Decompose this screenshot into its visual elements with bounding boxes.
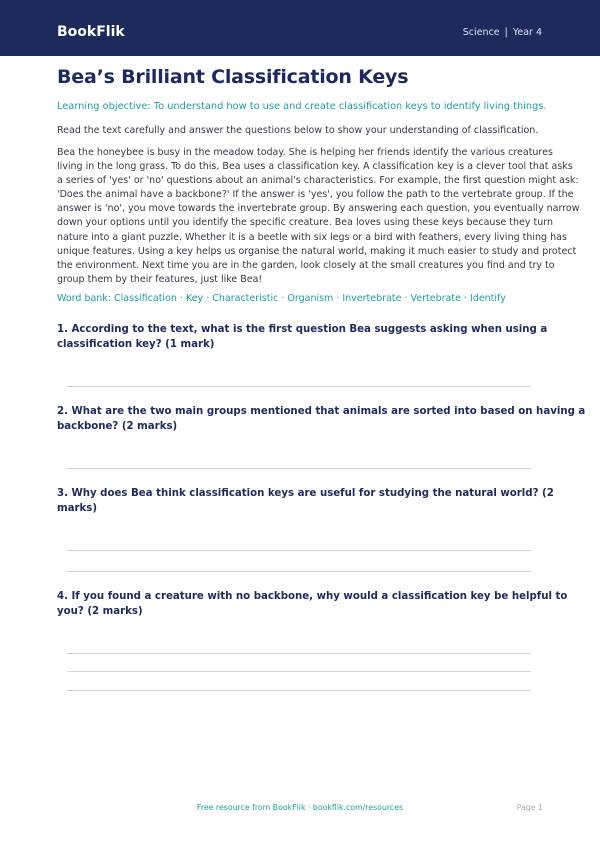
passage-line: a series of 'yes' or 'no' questions about an animal's characteristics. For example, the first question might ask:: [57, 175, 579, 187]
brand-logo: BookFlik: [57, 24, 125, 40]
question-line: 1. According to the text, what is the first question Bea suggests asking when using a: [57, 324, 548, 335]
instructions-text: Read the text carefully and answer the questions below to show your understanding of classification.: [57, 125, 539, 136]
learning-objective: Learning objective: To understand how to use and create classification keys to identify living things.: [57, 101, 547, 112]
question-line: marks): [57, 503, 98, 514]
word-bank: Word bank: Classification · Key · Characteristic · Organism · Invertebrate · Vertebrate · Identify: [57, 293, 506, 304]
passage-line: living in the long grass. To do this, Bea uses a classification key. A classification key is a clever tool that asks: [57, 161, 573, 173]
question-line: classification key? (1 mark): [57, 339, 215, 350]
question-line: 4. If you found a creature with no backbone, why would a classification key be helpful to: [57, 591, 568, 602]
passage-line: nature into a giant puzzle. Whether it is a beetle with six legs or a bird with feathers, every living thing has: [57, 231, 567, 243]
answer-line-q3-1[interactable]: [67, 550, 531, 551]
question-4: [57, 589, 568, 619]
question-1: [57, 322, 548, 352]
passage-line: down your options until you identify the specific creature. Bea loves using these keys because they turn: [57, 217, 554, 229]
passage-line: group them by their features, just like Bea!: [57, 273, 263, 285]
worksheet-title: Bea’s Brilliant Classification Keys: [57, 66, 409, 88]
answer-line-q2-1[interactable]: [67, 468, 531, 469]
answer-line-q3-2[interactable]: [67, 571, 531, 572]
subject-label: Science: [462, 27, 500, 38]
passage-line: Bea the honeybee is busy in the meadow today. She is helping her friends identify the various creatures: [57, 147, 553, 158]
passage-line: unique features. Using a key helps us organise the natural world, making it much easier to study and protect: [57, 245, 577, 257]
passage-line: 'Does the animal have a backbone?' If the answer is 'yes', you follow the path to the vertebrate group. If the: [57, 189, 574, 201]
question-line: you? (2 marks): [57, 606, 143, 617]
question-line: backbone? (2 marks): [57, 421, 178, 432]
passage-line: answer is 'no', you move towards the invertebrate group. By answering each question, you eventually narrow: [57, 203, 580, 215]
question-2: [57, 404, 586, 434]
reading-passage: [57, 146, 580, 287]
year-label: Year 4: [512, 27, 542, 38]
answer-line-q1-1[interactable]: [67, 386, 531, 387]
answer-line-q4-1[interactable]: [67, 653, 531, 654]
answer-line-q4-3[interactable]: [67, 690, 531, 691]
footer-credit-link[interactable]: Free resource from BookFlik · bookflik.com/resources: [196, 803, 404, 812]
subject-year-label: [463, 26, 542, 40]
passage-line: the environment. Next time you are in the garden, look closely at the small creatures you find and try to: [57, 259, 555, 271]
page-number: Page 1: [516, 803, 543, 812]
meta-separator: |: [504, 27, 508, 38]
top-bar: [0, 0, 600, 56]
question-line: 3. Why does Bea think classification keys are useful for studying the natural world? (2: [57, 488, 554, 499]
question-3: [57, 486, 554, 516]
question-line: 2. What are the two main groups mentioned that animals are sorted into based on having a: [57, 406, 586, 417]
answer-line-q4-2[interactable]: [67, 671, 531, 672]
